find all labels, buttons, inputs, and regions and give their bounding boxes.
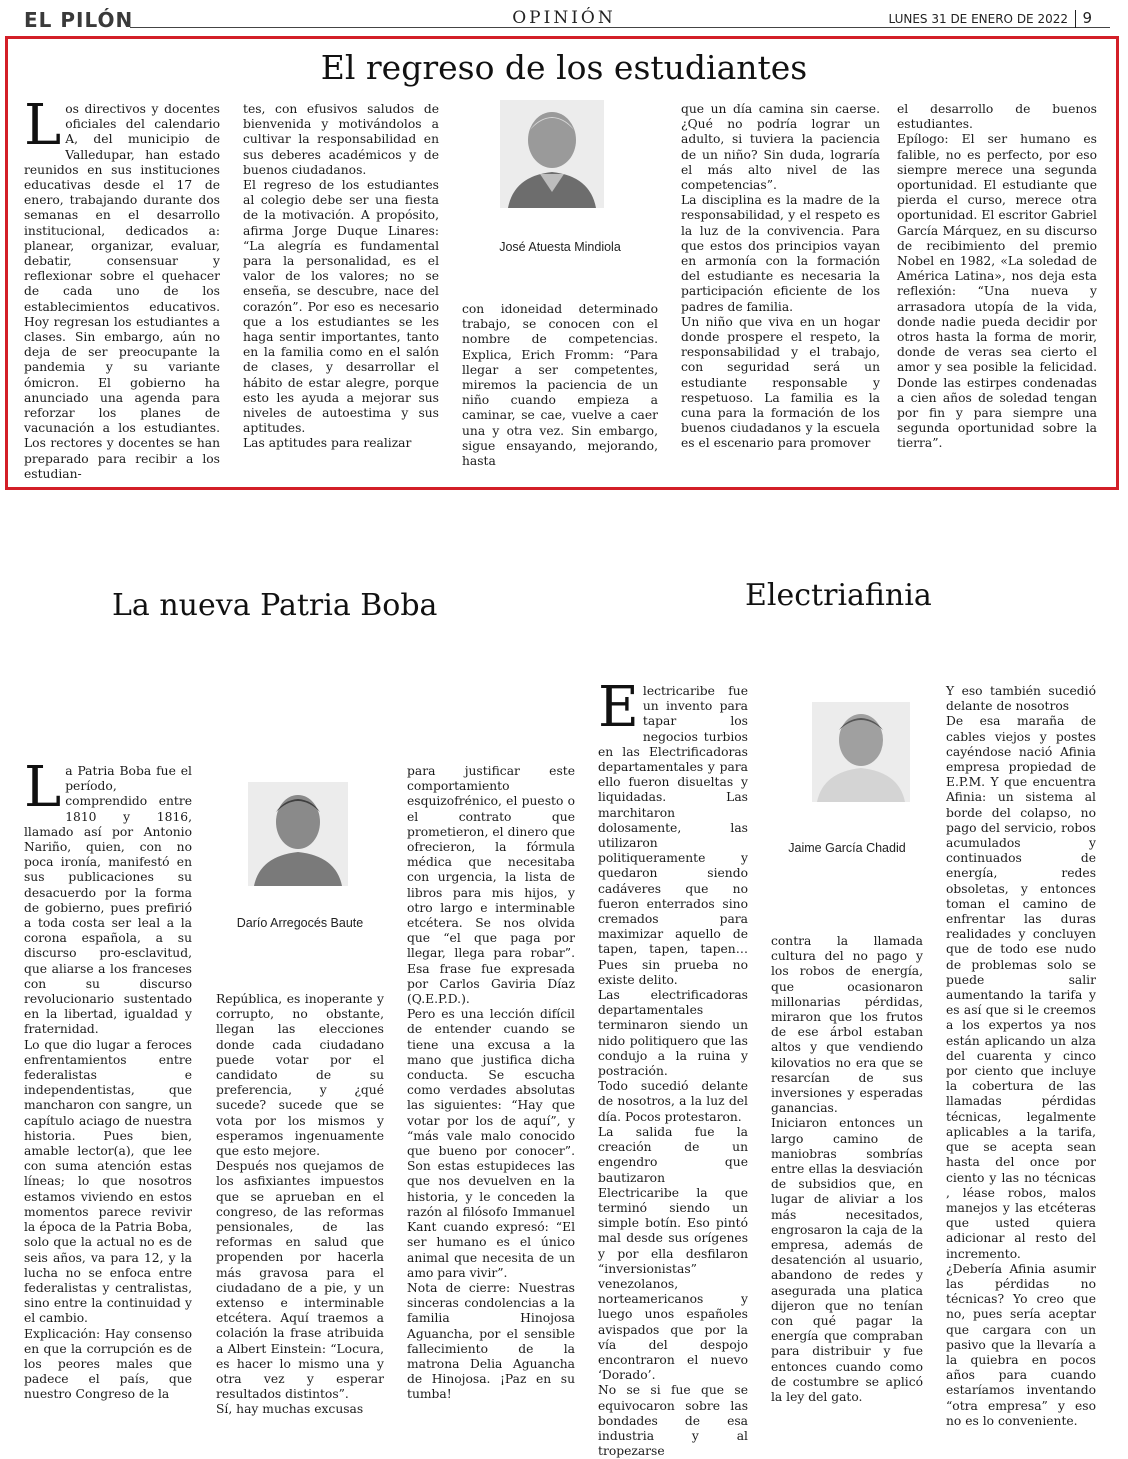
article-title: Electriafinia (745, 578, 932, 613)
article-paragraph: La salida fue la creación de un engendro que bautizaron Electricaribe la que terminó siendo un simple botín. Eso pintó mal desde sus orígenes y por ella desfilaron “inversionistas” venezolanos, norteamericanos y luego unos españoles avispados que por la vía del despojo encontraron el nuevo ‘Dorado’. (598, 1124, 748, 1383)
article-column (216, 992, 384, 1418)
section-name: OPINIÓN (512, 8, 616, 28)
drop-cap: L (24, 93, 62, 158)
author-photo (812, 702, 910, 802)
article-column (462, 302, 658, 469)
author-name: Darío Arregocés Baute (236, 916, 364, 930)
article-paragraph: el desarrollo de buenos estudiantes. (897, 102, 1097, 132)
article-column (897, 102, 1097, 452)
author-name: José Atuesta Mindiola (499, 240, 621, 254)
article-paragraph: Todo sucedió delante de nosotros, a la luz del día. Pocos protestaron. (598, 1079, 748, 1124)
article-column (598, 675, 748, 1459)
article-paragraph: Las electrificadoras departamentales terminaron siendo un nido politiquero que las condujo a la ruina y postración. (598, 988, 748, 1079)
article-paragraph: para justificar este comportamiento esquizofrénico, el puesto o el contrato que prometieron, el dinero que ofrecieron, la fórmula médica que necesitaba con urgencia, la lista de libros para mis hijos, y otro largo e interminable etcétera. Se nos olvida que “el que paga por llegar, llega para robar”. Esa frase fue expresada por Carlos Gaviria Díaz (Q.E.P.D.). (407, 764, 575, 1007)
article-paragraph: No se si fue que se equivocaron sobre las bondades de esa industria y al tropezarse (598, 1383, 748, 1459)
article-paragraph: Y eso también sucedió delante de nosotros (946, 684, 1096, 714)
drop-cap: E (598, 675, 639, 740)
article-paragraph: Pero es una lección difícil de entender cuando se tiene una excusa a la mano que justifica dicha conducta. Se escucha como verdades absolutas las siguientes: “Hay que votar por los de aquí”, y “más vale malo conocido que bueno por conocer”. Son estas estupideces las que nos devuelven en la historia, y le conceden la razón al filósofo Immanuel Kant cuando expresó: “El ser humano es el único animal que necesita de un amo para vivir”. (407, 1007, 575, 1280)
header-separator (1075, 10, 1076, 28)
page-header (0, 0, 1128, 36)
article-paragraph: Lo que dio lugar a feroces enfrentamientos entre federalistas e independentistas, que mancharon con sangre, un capítulo aciago de nuestra historia. Pues bien, amable lector(a), que lee con suma atención estas líneas; lo que nosotros estamos viviendo en estos momentos parece revivir la época de la Patria Boba, solo que la actual no es de seis años, va para 12, y la lucha no se enfoca entre federalistas y centralistas, sino entre la continuidad y el cambio. (24, 1037, 192, 1326)
article-paragraph (24, 93, 220, 482)
article-paragraph: El regreso de los estudiantes al colegio debe ser una fiesta de la motivación. A propósito, afirma Jorge Duque Linares: “La alegría es fundamental para la personalidad, es el valor de los valores; no se enseña, se descubre, nace del corazón”. Por eso es necesario que a los estudiantes se les haga sentir importantes, tanto en la familia como en el salón de clases, y desarrollar el hábito de estar alegre, porque esto les ayuda a mejorar sus niveles de autoestima y sus aptitudes. (243, 178, 439, 436)
article-paragraph: Iniciaron entonces un largo camino de maniobras sombrías entre ellas la desviación de subsidios que, en lugar de aliviar a los más necesitados, engrosaron la caja de la empresa, además de desatención al usuario, abandono de redes y asegurada una platica dijeron que no tenían con qué pagar la energía que compraban para distribuir y fue entonces cuando como de costumbre se aplicó la ley del gato. (771, 1116, 923, 1405)
author-photo (500, 100, 604, 208)
issue-date: LUNES 31 DE ENERO DE 2022 (888, 12, 1068, 26)
article-paragraph: Nota de cierre: Nuestras sinceras condolencias a la familia Hinojosa Aguancha, por el sensible fallecimiento de la matrona Delia Aguancha de Hinojosa. ¡Paz en su tumba! (407, 1280, 575, 1402)
article-paragraph: República, es inoperante y corrupto, no obstante, llegan las elecciones donde cada ciudadano puede votar por el candidato de su preferencia, y ¿qué sucede? sucede que se vota por los mismos y esperamos ingenuamente que esto mejore. (216, 992, 384, 1159)
article-paragraph: que un día camina sin caerse. ¿Qué no podría lograr un adulto, si tuviera la paciencia de un niño? Sin duda, lograría el más alto nivel de las competencias”. (681, 102, 880, 193)
article-column (407, 764, 575, 1403)
author-name: Jaime García Chadid (788, 841, 906, 855)
newspaper-logo: EL PILÓN (24, 8, 134, 32)
article-title: El regreso de los estudiantes (320, 48, 808, 87)
article-paragraph: con idoneidad determinado trabajo, se conocen con el nombre de competencias. Explica, Erich Fromm: “Para llegar a ser competentes, miremos la paciencia de un niño cuando empieza a caminar, se cae, vuelve a caer una y otra vez. Sin embargo, sigue ensayando, mejorando, hasta (462, 302, 658, 469)
article-column (771, 934, 923, 1405)
article-paragraph (24, 755, 192, 1038)
article-paragraph: Sí, hay muchas excusas (216, 1402, 364, 1417)
page-number: 9 (1082, 9, 1092, 27)
paragraph-text: os directivos y docentes oficiales del calendario A, del municipio de Valledupar, han estado reunidos en sus instituciones educativas desde el 17 de enero, trabajando durante dos semanas en el desarrollo institucional, dedicados a: planear, organizar, evaluar, debatir, consensuar y reflexionar sobre el quehacer de cada uno de los establecimientos educativos. Hoy regresan los estudiantes a clases. Sin embargo, aún no deja de ser preocupante la pandemia y su variante ómicron. El gobierno ha anunciado una agenda para reforzar los planes de vacunación a los estudiantes. Los rectores y docentes se han preparado para recibir a los estudian- (24, 102, 220, 481)
article-paragraph: Explicación: Hay consenso en que la corrupción es de los peores males que padece el país, que nuestro Congreso de la (24, 1326, 192, 1402)
article-paragraph: ¿Debería Afinia asumir las pérdidas no técnicas? Yo creo que no, pues sería aceptar que cargara con un pasivo que la llevaría a la quiebra en pocos años para cuando estaríamos inventando “otra empresa” y eso no es lo conveniente. (946, 1261, 1096, 1428)
author-photo (248, 782, 348, 886)
drop-cap: L (24, 755, 62, 820)
author-portrait-icon (248, 782, 348, 886)
article-paragraph: Después nos quejamos de los asfixiantes impuestos que se aprueban en el congreso, de las reformas pensionales, de las reformas en salud que propenden por hacerla más gravosa para el ciudadano de a pie, y un extenso e interminable etcétera. Aquí traemos a colación la frase atribuida a Albert Einstein: “Locura, es hacer lo mismo una y otra vez y esperar resultados distintos”. (216, 1159, 384, 1402)
article-title: La nueva Patria Boba (112, 588, 438, 623)
article-paragraph: Epílogo: El ser humano es falible, no es perfecto, por eso siempre merece una segunda oportunidad. El estudiante que pierda el curso, merece otra oportunidad. El escritor Gabriel García Márquez, en su discurso de recibimiento del premio Nobel en 1982, «La soledad de América Latina», nos deja esta reflexión: “Una nueva y arrasadora utopía de la vida, donde nadie pueda decidir por otros hasta la forma de morir, donde de veras sea cierto el amor y sea posible la felicidad. Donde las estirpes condenadas a cien años de soledad tengan por fin y para siempre una segunda oportunidad sobre la tierra”. (897, 132, 1097, 451)
article-paragraph: Las aptitudes para realizar (243, 436, 412, 451)
article-paragraph (598, 675, 748, 988)
article-column (24, 93, 220, 482)
article-column (24, 755, 192, 1403)
article-paragraph: De esa maraña de cables viejos y postes cayéndose nació Afinia empresa propiedad de E.P.M. Y que encuentra Afinia: un sistema al borde del colapso, no pago del servicio, robos acumulados y continuados de energía, redes obsoletas, y entonces toman el camino de enfrentar las duras realidades y concluyen que de todo ese nudo de problemas solo se puede salir aumentando la tarifa y es así que si le creemos a los expertos ya nos están aplicando un alza del cuarenta y cinco por ciento que incluye la cobertura de las llamadas pérdidas técnicas, legalmente aplicables a la tarifa, que se acepta sean hasta del once por ciento y las no técnicas , léase robos, malos manejos y las etcéteras que usted quiera adicionar al resto del incremento. (946, 714, 1096, 1261)
article-paragraph: contra la llamada cultura del no pago y los robos de energía, que ocasionaron millonarias pérdidas, miraron que los frutos de ese árbol estaban altos y que vendiendo kilovatios no era que se resarcían de sus inversiones y esperadas ganancias. (771, 934, 923, 1116)
paragraph-text: a Patria Boba fue el período, comprendido entre 1810 y 1816, llamado así por Antonio Nariño, quien, con no poca ironía, manifestó en sus publicaciones su desacuerdo por la forma de gobierno, pues prefirió a toda costa ser leal a la corona española, a su discurso pro-esclavitud, que aliarse a los franceses con su discurso revolucionario sustentado en la libertad, igualdad y fraternidad. (24, 764, 192, 1037)
article-column (946, 684, 1096, 1429)
article-paragraph: Un niño que viva en un hogar donde prospere el respeto, la responsabilidad y el trabajo, con seguridad será un estudiante responsable y respetuoso. La familia es la cuna para la formación de los buenos ciudadanos y la escuela es el escenario para promover (681, 314, 880, 451)
article-paragraph: tes, con efusivos saludos de bienvenida y motivándolos a cultivar la responsabilidad en sus deberes académicos y de buenos ciudadanos. (243, 102, 439, 177)
author-portrait-icon (500, 100, 604, 208)
article-paragraph: La disciplina es la madre de la responsabilidad, y el respeto es la luz de la convivencia. Para que estos dos principios vayan en armonía con la formación del estudiante es necesaria la participación eficiente de los padres de familia. (681, 193, 880, 314)
author-portrait-icon (812, 702, 910, 802)
article-column (681, 102, 880, 452)
article-column (243, 102, 439, 452)
paragraph-text: lectricaribe fue un invento para tapar los negocios turbios en las Electrificadoras departamentales y para ello fueron disueltas y liquidadas. Las marchitaron dolosamente, las utilizaron politiqueramente y quedaron siendo cadáveres que no fueron enterrados sino cremados para maximizar aquello de tapen, tapen, tapen…Pues sin prueba no existe delito. (598, 684, 748, 987)
